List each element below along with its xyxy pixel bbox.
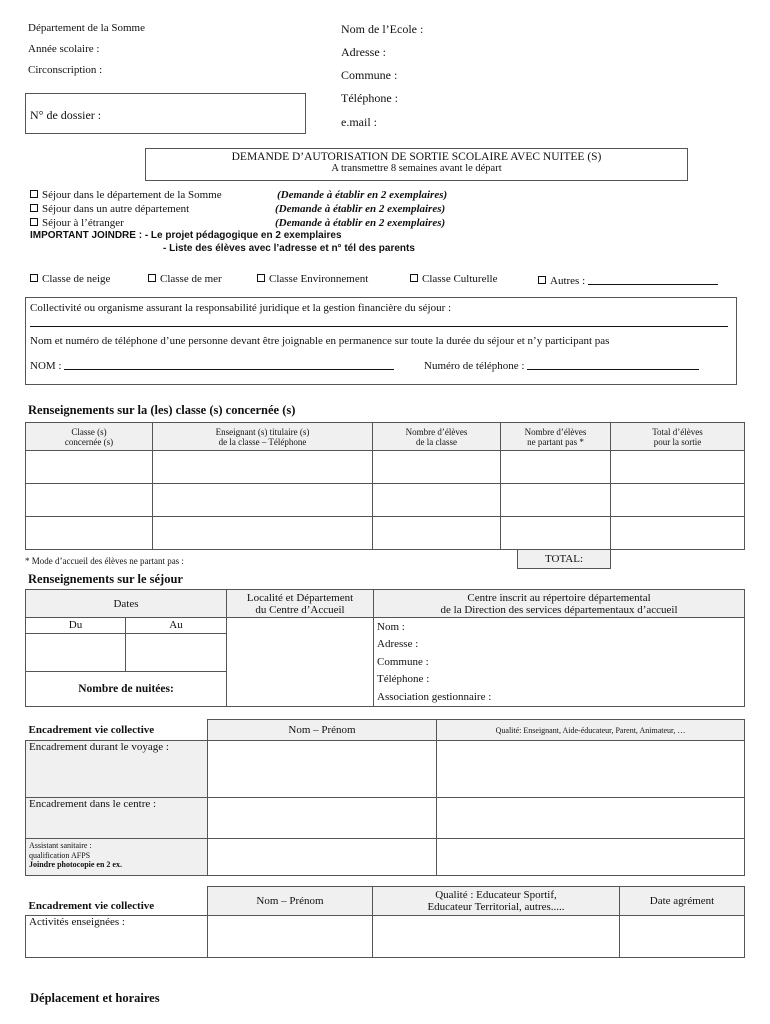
dossier-box [25, 93, 306, 134]
du-input[interactable] [26, 633, 126, 671]
col-nom-prenom-header-2: Nom – Prénom [208, 887, 373, 916]
commune-label: Commune : [341, 68, 398, 82]
sejour-autre-option[interactable] [30, 203, 189, 215]
classes-table [25, 422, 745, 550]
mode-accueil-footnote: * Mode d’accueil des élèves ne partant pas : [25, 556, 184, 566]
numero-telephone-row [424, 358, 699, 372]
table-row [26, 451, 745, 484]
classe-neige-option[interactable] [30, 273, 110, 285]
classes-section-title: Renseignements sur la (les) classe (s) concernée (s) [28, 403, 296, 417]
col-ne-partant-pas-header: Nombre d’élèves [524, 426, 587, 437]
centre-cell[interactable] [374, 618, 745, 707]
centre-telephone-label: Téléphone : [377, 673, 430, 686]
collectivite-input-line[interactable] [30, 326, 728, 327]
classes-table-header [26, 423, 745, 451]
sejour-etranger-option[interactable] [30, 217, 124, 229]
important-joindre: IMPORTANT JOINDRE : - Le projet pédagogique en 2 exemplaires [30, 230, 342, 241]
sejour-table [25, 589, 745, 707]
classe-culturelle-label: Classe Culturelle [422, 273, 498, 285]
centre-header: Centre inscrit au répertoire départemental [467, 591, 651, 604]
col-nb-eleves-header-2: de la classe [416, 436, 457, 447]
classe-mer-option[interactable] [148, 273, 222, 285]
du-header: Du [26, 618, 126, 634]
form-title: DEMANDE D’AUTORISATION DE SORTIE SCOLAIRE AVEC NUITEE (S) [231, 151, 602, 163]
checkbox-icon[interactable] [30, 204, 38, 212]
encadrement2-title: Encadrement vie collective [26, 887, 208, 916]
checkbox-icon[interactable] [410, 274, 418, 282]
sejour-somme-note: (Demande à établir en 2 exemplaires) [277, 189, 448, 201]
localite-cell[interactable] [227, 618, 374, 707]
sejour-etranger-note: (Demande à établir en 2 exemplaires) [275, 217, 446, 229]
col-nb-eleves-header: Nombre d’élèves [405, 426, 468, 437]
sejour-somme-option[interactable] [30, 189, 222, 201]
col-ne-partant-pas-header-2: ne partant pas * [527, 436, 584, 447]
assistant-sanitaire-label: Assistant sanitaire : [29, 841, 92, 850]
sejour-etranger-label: Séjour à l’étranger [42, 217, 124, 229]
col-enseignant-header: Enseignant (s) titulaire (s) [215, 426, 310, 437]
col-qualite-header: Qualité: Enseignant, Aide-éducateur, Parent, Animateur, … [437, 720, 745, 741]
dossier-label: N° de dossier : [30, 108, 102, 122]
col-qualite-sport-header-2: Educateur Territorial, autres..... [427, 901, 565, 913]
col-total-header: Total d’élèves [652, 426, 703, 437]
collectivite-box [25, 297, 737, 385]
activites-enseignees-label: Activités enseignées : [26, 916, 208, 958]
adresse-label: Adresse : [341, 45, 386, 59]
checkbox-icon[interactable] [30, 218, 38, 226]
title-box [145, 148, 688, 181]
centre-commune-label: Commune : [377, 655, 429, 668]
numero-telephone-label: Numéro de téléphone : [424, 360, 525, 372]
sejour-somme-label: Séjour dans le département de la Somme [42, 189, 222, 201]
col-total-header-2: pour la sortie [653, 436, 702, 447]
collectivite-label: Collectivité ou organisme assurant la responsabilité juridique et la gestion financière du séjour : [30, 302, 452, 314]
encadrement-centre-nom-input[interactable] [208, 798, 437, 839]
total-label-cell [517, 549, 611, 569]
checkbox-icon[interactable] [30, 190, 38, 198]
au-header: Au [126, 618, 227, 634]
departement-label: Département de la Somme [28, 22, 145, 34]
encadrement-voyage-qualite-input[interactable] [437, 741, 745, 798]
au-input[interactable] [126, 633, 227, 671]
deplacement-title: Déplacement et horaires [30, 991, 160, 1005]
nom-row [30, 358, 394, 372]
assistant-sanitaire-cell [26, 839, 208, 876]
encadrement-centre-label: Encadrement dans le centre : [26, 798, 208, 839]
qualification-afps-label: qualification AFPS [29, 850, 91, 860]
table-row [26, 484, 745, 517]
col-qualite-sport-header: Qualité : Educateur Sportif, [435, 889, 557, 901]
classe-environnement-option[interactable] [257, 273, 368, 285]
classe-culturelle-option[interactable] [410, 273, 497, 285]
centre-association-label: Association gestionnaire : [377, 690, 492, 703]
checkbox-icon[interactable] [257, 274, 265, 282]
col-date-agrement-header: Date agrément [620, 887, 745, 916]
classe-neige-label: Classe de neige [42, 273, 111, 285]
nuitees-label: Nombre de nuitées: [26, 671, 227, 706]
col-classe-header-2: concernée (s) [64, 436, 114, 447]
localite-header: Localité et Département [246, 591, 354, 604]
localite-header-2: du Centre d’Accueil [255, 603, 345, 616]
total-label: TOTAL: [544, 553, 584, 565]
annee-scolaire-label: Année scolaire : [28, 43, 100, 55]
nom-label: NOM : [30, 360, 62, 372]
checkbox-icon[interactable] [30, 274, 38, 282]
encadrement-voyage-nom-input[interactable] [208, 741, 437, 798]
dates-header: Dates [26, 590, 227, 618]
checkbox-icon[interactable] [538, 276, 546, 284]
centre-header-2: de la Direction des services départementaux d’accueil [440, 603, 678, 616]
encadrement-title: Encadrement vie collective [26, 720, 208, 741]
email-label: e.mail : [341, 115, 377, 129]
centre-adresse-label: Adresse : [377, 638, 419, 651]
activites-qualite-input[interactable] [373, 916, 620, 958]
encadrement-centre-qualite-input[interactable] [437, 798, 745, 839]
form-subtitle: A transmettre 8 semaines avant le départ [331, 163, 502, 174]
telephone-label: Téléphone : [341, 91, 398, 105]
col-classe-header: Classe (s) [71, 426, 107, 437]
sejour-section-title: Renseignements sur le séjour [28, 572, 183, 586]
nom-input[interactable] [64, 358, 394, 370]
circonscription-label: Circonscription : [28, 64, 103, 76]
encadrement-table [25, 719, 745, 876]
nom-ecole-label: Nom de l’Ecole : [341, 22, 424, 36]
personne-joignable-label: Nom et numéro de téléphone d’une personne devant être joignable en permanence sur toute la durée du séjour et n’y participant pas [30, 335, 610, 347]
classe-mer-label: Classe de mer [160, 273, 222, 285]
activites-nom-input[interactable] [208, 916, 373, 958]
autres-label: Autres : [550, 275, 586, 287]
activites-date-input[interactable] [620, 916, 745, 958]
checkbox-icon[interactable] [148, 274, 156, 282]
sejour-autre-label: Séjour dans un autre département [42, 203, 190, 215]
autres-option[interactable] [538, 273, 718, 287]
col-nom-prenom-header: Nom – Prénom [208, 720, 437, 741]
autres-input[interactable] [588, 273, 718, 285]
joindre-photocopie-label: Joindre photocopie en 2 ex. [29, 860, 122, 869]
numero-telephone-input[interactable] [527, 358, 699, 370]
sejour-autre-note: (Demande à établir en 2 exemplaires) [275, 203, 446, 215]
assistant-sanitaire-nom-input[interactable] [208, 839, 437, 876]
encadrement-voyage-label: Encadrement durant le voyage : [26, 741, 208, 798]
activites-table [25, 886, 745, 958]
classe-environnement-label: Classe Environnement [269, 273, 369, 285]
assistant-sanitaire-qualite-input[interactable] [437, 839, 745, 876]
col-enseignant-header-2: de la classe – Téléphone [218, 436, 307, 447]
centre-nom-label: Nom : [377, 621, 405, 633]
important-joindre-liste: - Liste des élèves avec l’adresse et n° tél des parents [163, 243, 415, 254]
table-row [26, 517, 745, 550]
